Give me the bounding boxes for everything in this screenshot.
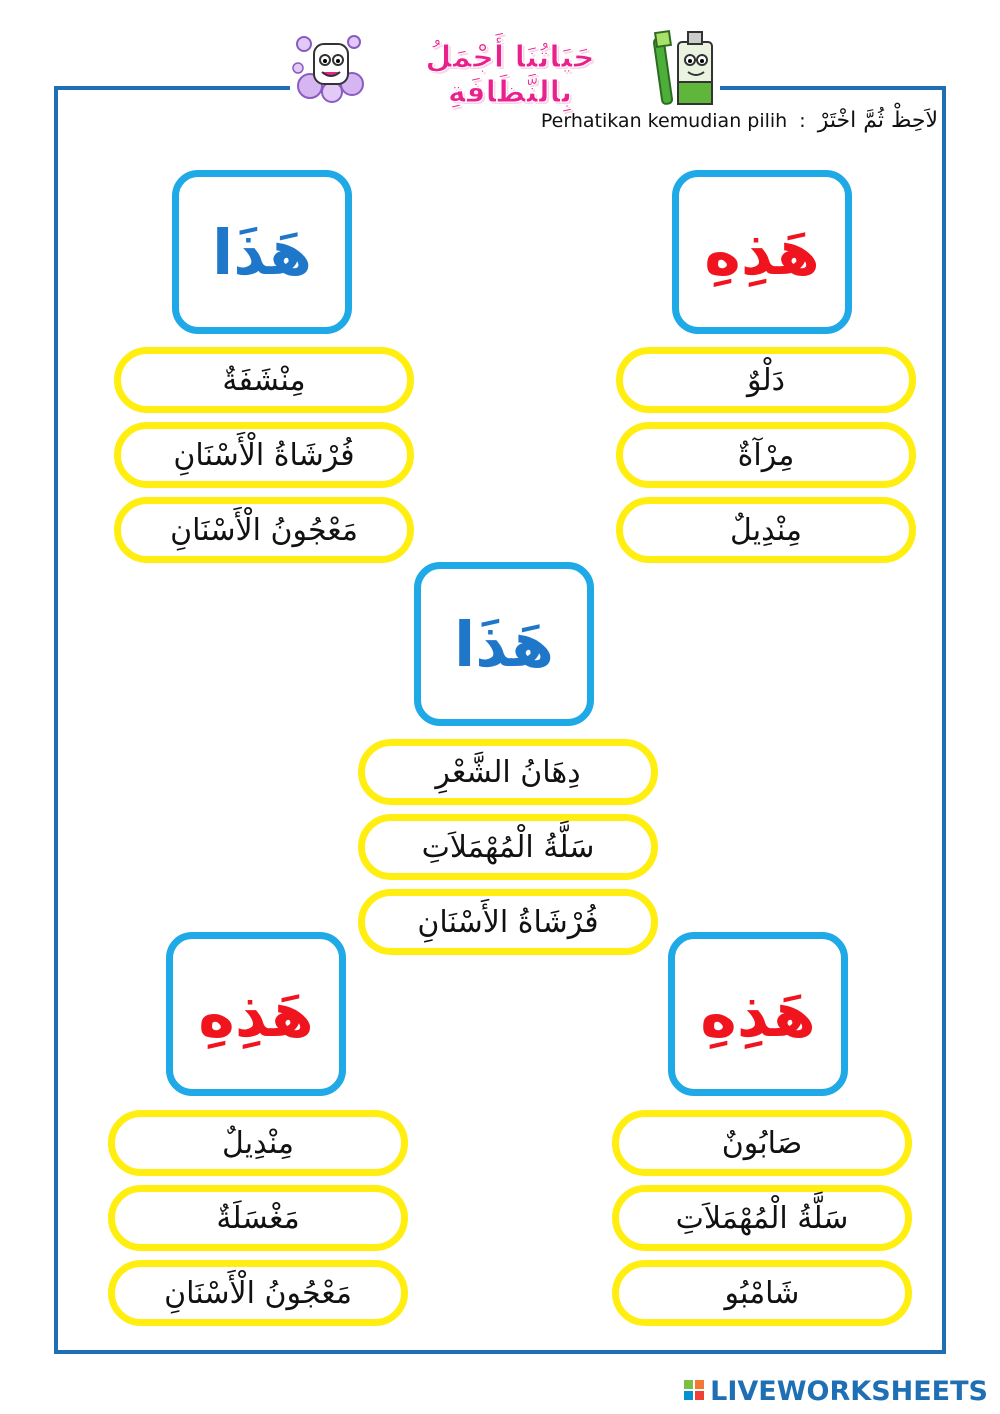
option-pill[interactable]: صَابُونٌ xyxy=(612,1110,912,1176)
toothbrush-toothpaste-icon xyxy=(648,28,722,112)
liveworksheets-logo[interactable] xyxy=(684,1376,988,1406)
liveworksheets-logo-icon xyxy=(684,1380,706,1402)
option-pill[interactable]: مَعْجُونُ الْأَسْنَانِ xyxy=(114,497,414,563)
option-pill[interactable]: مِرْآةٌ xyxy=(616,422,916,488)
soap-bubbles-icon xyxy=(290,30,370,106)
option-pill[interactable]: دَلْوٌ xyxy=(616,347,916,413)
header-box-group-2 xyxy=(172,170,352,334)
instruction-separator: : xyxy=(799,110,806,132)
option-pill[interactable]: سَلَّةُ الْمُهْمَلاَتِ xyxy=(358,814,658,880)
page-title: حَيَاتُنَا أَجْمَلُ بِالنَّظَافَةِ xyxy=(425,40,595,110)
instruction-text xyxy=(541,108,938,133)
option-pill[interactable]: فُرْشَاةُ الْأَسْنَانِ xyxy=(114,422,414,488)
option-pill[interactable]: سَلَّةُ الْمُهْمَلاَتِ xyxy=(612,1185,912,1251)
header-box-group-3 xyxy=(414,562,594,726)
demonstrative-feminine: هَذِهِ xyxy=(704,215,820,289)
demonstrative-masculine: هَذَا xyxy=(453,607,555,681)
option-pill[interactable]: مِنْشَفَةٌ xyxy=(114,347,414,413)
demonstrative-feminine: هَذِهِ xyxy=(700,977,816,1051)
demonstrative-masculine: هَذَا xyxy=(211,215,313,289)
header-box-group-1 xyxy=(672,170,852,334)
option-pill[interactable]: فُرْشَاةُ الأَسْنَانِ xyxy=(358,889,658,955)
option-pill[interactable]: شَامْبُو xyxy=(612,1260,912,1326)
option-pill[interactable]: مِنْدِيلٌ xyxy=(108,1110,408,1176)
header-box-group-5 xyxy=(166,932,346,1096)
option-pill[interactable]: دِهَانُ الشَّعْرِ xyxy=(358,739,658,805)
instruction-arabic: لاَحِظْ ثُمَّ اخْتَرْ xyxy=(817,108,938,133)
liveworksheets-brand: LIVEWORKSHEETS xyxy=(710,1375,988,1407)
option-pill[interactable]: مِنْدِيلٌ xyxy=(616,497,916,563)
option-pill[interactable]: مَغْسَلَةٌ xyxy=(108,1185,408,1251)
demonstrative-feminine: هَذِهِ xyxy=(198,977,314,1051)
instruction-malay: Perhatikan kemudian pilih xyxy=(540,110,788,132)
header-box-group-4 xyxy=(668,932,848,1096)
option-pill[interactable]: مَعْجُونُ الْأَسْنَانِ xyxy=(108,1260,408,1326)
